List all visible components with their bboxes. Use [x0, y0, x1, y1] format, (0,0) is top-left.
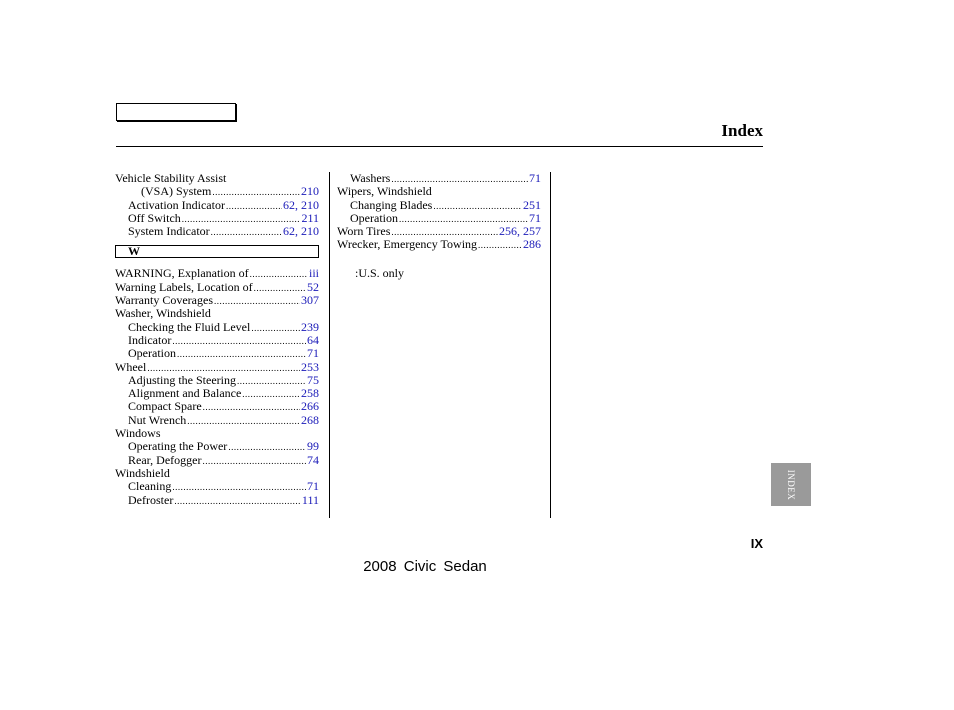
index-entry-label: Adjusting the Steering	[128, 372, 236, 387]
index-column-1	[115, 172, 319, 507]
index-entry	[337, 185, 541, 198]
index-entry	[115, 440, 319, 453]
index-entry	[337, 172, 541, 185]
page-reference-link[interactable]: 253	[301, 359, 319, 374]
index-entry-label: Wheel	[115, 359, 147, 374]
footnote: :U.S. only	[355, 266, 405, 280]
index-entry	[115, 321, 319, 334]
index-entry-label: Operating the Power	[128, 439, 228, 454]
index-entry	[115, 225, 319, 238]
dot-leader	[250, 268, 308, 281]
index-entry	[115, 294, 319, 307]
dot-leader	[228, 441, 306, 454]
index-entry-label: Defroster	[128, 492, 174, 507]
index-entry-label: Nut Wrench	[128, 412, 187, 427]
index-entry-label: Changing Blades	[350, 197, 433, 212]
page-reference-link[interactable]: 62, 210	[283, 224, 319, 239]
page-reference-link[interactable]: 52	[307, 279, 319, 294]
index-entry	[337, 225, 541, 238]
index-entry-label: Rear, Defogger	[128, 452, 202, 467]
index-group-w-continued	[337, 172, 541, 252]
index-entry-label: Activation Indicator	[128, 197, 225, 212]
footer-model-name: 2008 Civic Sedan	[363, 558, 487, 575]
dot-leader	[172, 335, 306, 348]
side-tab-label: INDEX	[786, 469, 796, 500]
dot-leader	[478, 239, 522, 252]
page-reference-link[interactable]: 251	[523, 197, 541, 212]
page-number: IX	[750, 536, 763, 551]
index-entry	[115, 480, 319, 493]
index-entry-label: Vehicle Stability Assist	[115, 171, 227, 185]
index-entry	[115, 199, 319, 212]
index-side-tab[interactable]	[771, 463, 811, 506]
index-column-2	[337, 172, 541, 252]
page-reference-link[interactable]: 71	[307, 479, 319, 494]
index-entry-label: Washer, Windshield	[115, 306, 211, 321]
page-title: Index	[721, 121, 763, 140]
index-entry	[115, 307, 319, 320]
index-entry-label: Compact Spare	[128, 399, 202, 414]
index-entry	[337, 199, 541, 212]
dot-leader	[226, 200, 282, 213]
index-entry-label: (VSA) System	[141, 184, 212, 199]
index-entry	[115, 494, 319, 507]
index-entry	[115, 267, 319, 280]
index-entry-label: Alignment and Balance	[128, 386, 242, 401]
index-entry-label: Warranty Coverages	[115, 293, 213, 308]
page-reference-link[interactable]: 307	[301, 293, 319, 308]
dot-leader	[187, 415, 300, 428]
page-reference-link[interactable]: 74	[307, 452, 319, 467]
index-entry-label: Worn Tires	[337, 224, 391, 239]
index-entry-label: WARNING, Explanation of	[115, 266, 249, 281]
dot-leader	[242, 388, 300, 401]
index-entry	[337, 212, 541, 225]
page-reference-link[interactable]: 64	[307, 332, 319, 347]
letter-heading-w: W	[115, 245, 319, 258]
index-entry	[115, 467, 319, 480]
page-reference-link[interactable]: 258	[301, 386, 319, 401]
dot-leader	[174, 495, 301, 508]
dot-leader	[214, 295, 300, 308]
index-entry-label: Indicator	[128, 332, 172, 347]
index-entry-label: Warning Labels, Location of	[115, 279, 253, 294]
index-entry	[115, 347, 319, 360]
page-reference-link[interactable]: 71	[307, 346, 319, 361]
page-reference-link[interactable]: 75	[307, 372, 319, 387]
dot-leader	[254, 282, 306, 295]
index-entry-label: Wrecker, Emergency Towing	[337, 237, 478, 252]
dot-leader	[251, 322, 300, 335]
page-reference-link[interactable]: 62, 210	[283, 197, 319, 212]
index-entry	[115, 334, 319, 347]
page-reference-link[interactable]: 266	[301, 399, 319, 414]
index-entry	[115, 281, 319, 294]
index-entry-label: Operation	[350, 210, 398, 225]
index-group-v	[115, 172, 319, 238]
page-reference-link[interactable]: iii	[308, 266, 319, 281]
dot-leader	[211, 226, 282, 239]
page-reference-link[interactable]: 268	[301, 412, 319, 427]
index-entry-label: Cleaning	[128, 479, 172, 494]
index-entry	[115, 414, 319, 427]
page-reference-link[interactable]: 256, 257	[499, 224, 541, 239]
page-reference-link[interactable]: 286	[523, 237, 541, 252]
header-box	[116, 103, 236, 121]
index-entry	[115, 427, 319, 440]
index-entry-label: Windows	[115, 426, 161, 441]
index-entry	[115, 400, 319, 413]
dot-leader	[237, 375, 306, 388]
index-entry	[337, 238, 541, 251]
index-entry-label: Checking the Fluid Level	[128, 319, 251, 334]
index-entry-label: Off Switch	[128, 210, 181, 225]
column-divider	[329, 172, 330, 518]
page-reference-link[interactable]: 111	[301, 492, 319, 507]
index-entry-label: Washers	[350, 171, 391, 185]
page-reference-link[interactable]: 211	[301, 210, 319, 225]
index-entry	[115, 212, 319, 225]
dot-leader	[203, 401, 300, 414]
index-entry-label: Windshield	[115, 465, 170, 480]
dot-leader	[202, 455, 306, 468]
page-reference-link[interactable]: 210	[301, 184, 319, 199]
page-reference-link[interactable]: 71	[529, 210, 541, 225]
index-entry	[115, 185, 319, 198]
dot-leader	[177, 348, 306, 361]
index-entry-label: System Indicator	[128, 224, 210, 239]
index-entry	[115, 387, 319, 400]
dot-leader	[433, 200, 522, 213]
title-rule	[116, 146, 763, 147]
index-entry	[115, 172, 319, 185]
index-entry	[115, 454, 319, 467]
page-reference-link[interactable]: 71	[529, 171, 541, 185]
index-entry-label: Wipers, Windshield	[337, 184, 432, 199]
index-entry-label: Operation	[128, 346, 176, 361]
page-reference-link[interactable]: 99	[307, 439, 319, 454]
dot-leader	[172, 481, 306, 494]
page-reference-link[interactable]: 239	[301, 319, 319, 334]
index-group-w	[115, 267, 319, 506]
column-divider	[550, 172, 551, 518]
index-entry	[115, 361, 319, 374]
index-entry	[115, 374, 319, 387]
